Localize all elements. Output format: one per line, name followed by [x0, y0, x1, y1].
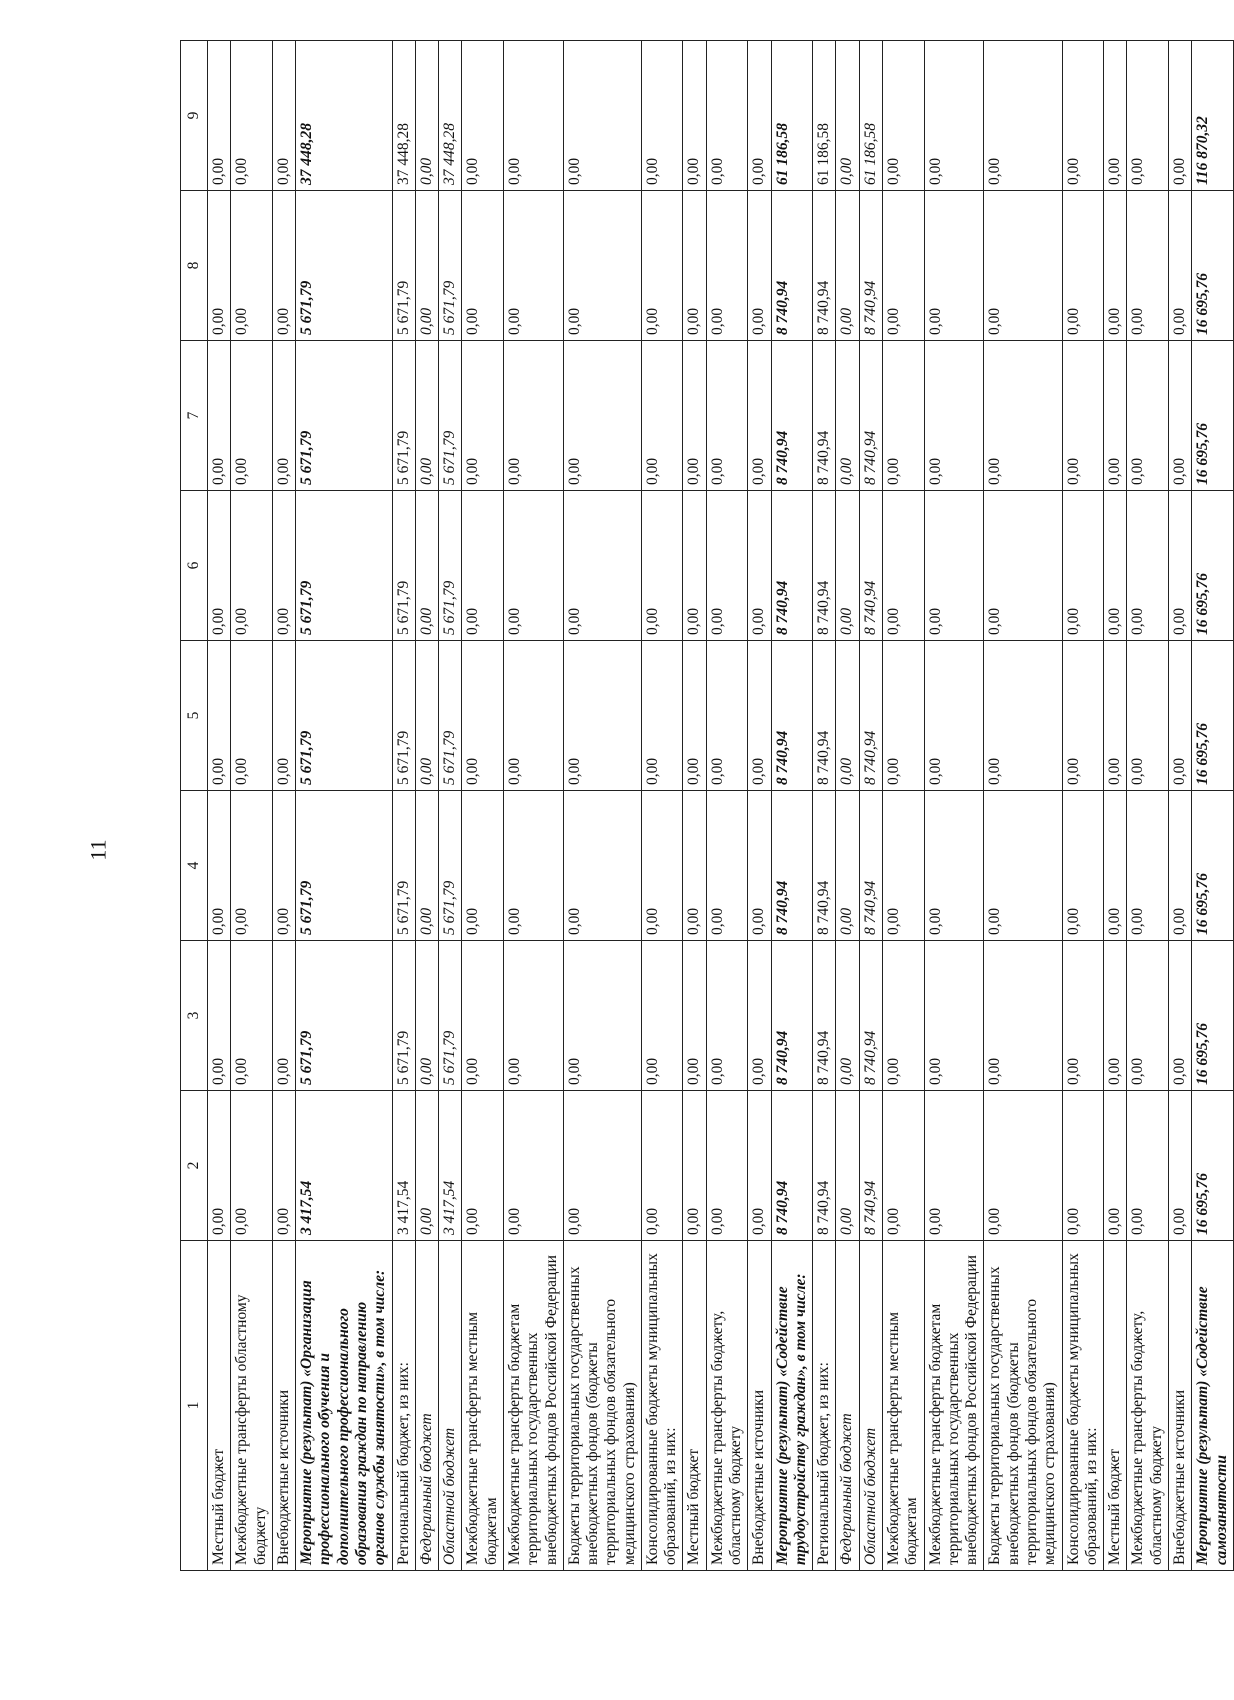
value-cell: 0,00: [1104, 491, 1127, 641]
value-cell: 0,00: [563, 1091, 641, 1241]
table-row: [503, 41, 563, 1571]
value-cell: 3 417,54: [392, 1091, 415, 1241]
value-cell: 0,00: [208, 341, 231, 491]
value-cell: 0,00: [1127, 341, 1169, 491]
value-cell: 0,00: [231, 941, 273, 1091]
value-cell: 0,00: [415, 1091, 438, 1241]
row-label: Межбюджетные трансферты бюджетам территориальных государственных внебюджетных фондов Российской Федерации: [924, 1241, 984, 1571]
header-row: [181, 41, 208, 1571]
value-cell: 0,00: [924, 1091, 984, 1241]
value-cell: 61 186,58: [771, 41, 813, 191]
table-row: [1192, 41, 1234, 1571]
value-cell: 0,00: [231, 491, 273, 641]
value-cell: 116 870,32: [1192, 41, 1234, 191]
value-cell: 0,00: [231, 341, 273, 491]
value-cell: 0,00: [706, 491, 748, 641]
row-label: Внебюджетные источники: [1168, 1241, 1191, 1571]
value-cell: 5 671,79: [296, 791, 392, 941]
value-cell: 0,00: [641, 941, 683, 1091]
value-cell: 0,00: [503, 941, 563, 1091]
value-cell: 0,00: [415, 491, 438, 641]
value-cell: 0,00: [1062, 791, 1104, 941]
column-header: 4: [181, 791, 208, 941]
value-cell: 5 671,79: [439, 941, 462, 1091]
table-row: [272, 41, 295, 1571]
value-cell: 0,00: [1168, 341, 1191, 491]
row-label: Областной бюджет: [859, 1241, 882, 1571]
table-row: [883, 41, 925, 1571]
value-cell: 8 740,94: [813, 791, 836, 941]
value-cell: 16 695,76: [1192, 1091, 1234, 1241]
value-cell: 5 671,79: [392, 791, 415, 941]
row-label: Консолидированные бюджеты муниципальных образований, из них:: [1062, 1241, 1104, 1571]
value-cell: 16 695,76: [1192, 341, 1234, 491]
column-header: 9: [181, 41, 208, 191]
row-label: Межбюджетные трансферты местным бюджетам: [462, 1241, 504, 1571]
value-cell: 0,00: [836, 641, 859, 791]
table-row: [813, 41, 836, 1571]
value-cell: 61 186,58: [813, 41, 836, 191]
value-cell: 0,00: [706, 941, 748, 1091]
value-cell: 0,00: [1127, 491, 1169, 641]
value-cell: 5 671,79: [439, 191, 462, 341]
table-row: [984, 41, 1062, 1571]
value-cell: 0,00: [883, 791, 925, 941]
row-label: Межбюджетные трансферты областному бюджету: [231, 1241, 273, 1571]
value-cell: 8 740,94: [859, 641, 882, 791]
value-cell: 5 671,79: [296, 491, 392, 641]
value-cell: 0,00: [641, 41, 683, 191]
table-row: [683, 41, 706, 1571]
value-cell: 5 671,79: [392, 941, 415, 1091]
value-cell: 8 740,94: [771, 341, 813, 491]
value-cell: 0,00: [883, 1091, 925, 1241]
value-cell: 0,00: [415, 191, 438, 341]
value-cell: 8 740,94: [859, 791, 882, 941]
table-row: [859, 41, 882, 1571]
value-cell: 0,00: [706, 41, 748, 191]
value-cell: 0,00: [984, 641, 1062, 791]
value-cell: 8 740,94: [859, 191, 882, 341]
value-cell: 0,00: [208, 941, 231, 1091]
value-cell: 0,00: [1168, 641, 1191, 791]
value-cell: 0,00: [563, 341, 641, 491]
value-cell: 0,00: [641, 1091, 683, 1241]
table-row: [924, 41, 984, 1571]
value-cell: 0,00: [1062, 341, 1104, 491]
value-cell: 0,00: [503, 1091, 563, 1241]
value-cell: 0,00: [748, 191, 771, 341]
value-cell: 0,00: [748, 1091, 771, 1241]
value-cell: 0,00: [1127, 1091, 1169, 1241]
value-cell: 0,00: [984, 341, 1062, 491]
value-cell: 0,00: [1062, 491, 1104, 641]
value-cell: 0,00: [984, 791, 1062, 941]
value-cell: 8 740,94: [771, 191, 813, 341]
value-cell: 5 671,79: [392, 191, 415, 341]
value-cell: 0,00: [563, 641, 641, 791]
value-cell: 8 740,94: [771, 641, 813, 791]
value-cell: 0,00: [683, 41, 706, 191]
value-cell: 0,00: [924, 491, 984, 641]
value-cell: 0,00: [924, 341, 984, 491]
column-header: 7: [181, 341, 208, 491]
value-cell: 0,00: [641, 641, 683, 791]
value-cell: 0,00: [208, 191, 231, 341]
value-cell: 0,00: [462, 941, 504, 1091]
value-cell: 8 740,94: [771, 1091, 813, 1241]
value-cell: 0,00: [984, 491, 1062, 641]
value-cell: 0,00: [1062, 191, 1104, 341]
table-row: [706, 41, 748, 1571]
value-cell: 0,00: [706, 341, 748, 491]
table-row: [1104, 41, 1127, 1571]
row-label: Внебюджетные источники: [272, 1241, 295, 1571]
value-cell: 0,00: [503, 341, 563, 491]
value-cell: 0,00: [641, 791, 683, 941]
value-cell: 37 448,28: [439, 41, 462, 191]
column-header: 1: [181, 1241, 208, 1571]
value-cell: 0,00: [1127, 641, 1169, 791]
value-cell: 0,00: [683, 341, 706, 491]
value-cell: 0,00: [924, 641, 984, 791]
value-cell: 0,00: [1104, 41, 1127, 191]
value-cell: 0,00: [748, 641, 771, 791]
value-cell: 0,00: [836, 341, 859, 491]
value-cell: 0,00: [1104, 1091, 1127, 1241]
value-cell: 0,00: [883, 641, 925, 791]
value-cell: 0,00: [683, 941, 706, 1091]
value-cell: 0,00: [984, 1091, 1062, 1241]
value-cell: 0,00: [503, 791, 563, 941]
value-cell: 0,00: [836, 1091, 859, 1241]
value-cell: 0,00: [1168, 191, 1191, 341]
value-cell: 8 740,94: [859, 941, 882, 1091]
value-cell: 0,00: [415, 791, 438, 941]
value-cell: 0,00: [1168, 1091, 1191, 1241]
column-header: 6: [181, 491, 208, 641]
row-label: Региональный бюджет, из них:: [813, 1241, 836, 1571]
row-label: Межбюджетные трансферты бюджетам территориальных государственных внебюджетных фондов Российской Федерации: [503, 1241, 563, 1571]
row-label: Местный бюджет: [208, 1241, 231, 1571]
value-cell: 0,00: [706, 191, 748, 341]
value-cell: 61 186,58: [859, 41, 882, 191]
table-row: [439, 41, 462, 1571]
value-cell: 0,00: [462, 791, 504, 941]
row-label: Местный бюджет: [1104, 1241, 1127, 1571]
table-body: [208, 41, 1234, 1571]
value-cell: 0,00: [706, 641, 748, 791]
value-cell: 0,00: [1168, 491, 1191, 641]
row-label: Федеральный бюджет: [836, 1241, 859, 1571]
page-number: 11: [85, 839, 111, 861]
value-cell: 0,00: [231, 191, 273, 341]
value-cell: 0,00: [1127, 791, 1169, 941]
value-cell: 5 671,79: [392, 341, 415, 491]
value-cell: 0,00: [1104, 641, 1127, 791]
table-row: [771, 41, 813, 1571]
column-header: 8: [181, 191, 208, 341]
value-cell: 16 695,76: [1192, 191, 1234, 341]
row-label: Консолидированные бюджеты муниципальных образований, из них:: [641, 1241, 683, 1571]
value-cell: 0,00: [1104, 341, 1127, 491]
value-cell: 16 695,76: [1192, 491, 1234, 641]
value-cell: 0,00: [503, 41, 563, 191]
value-cell: 16 695,76: [1192, 791, 1234, 941]
row-label: Региональный бюджет, из них:: [392, 1241, 415, 1571]
table-row: [296, 41, 392, 1571]
row-label: Межбюджетные трансферты бюджету, областному бюджету: [706, 1241, 748, 1571]
table-row: [392, 41, 415, 1571]
column-header: 3: [181, 941, 208, 1091]
value-cell: 3 417,54: [296, 1091, 392, 1241]
column-header: 2: [181, 1091, 208, 1241]
value-cell: 0,00: [924, 41, 984, 191]
table-row: [1127, 41, 1169, 1571]
value-cell: 0,00: [1062, 1091, 1104, 1241]
value-cell: 8 740,94: [771, 791, 813, 941]
value-cell: 0,00: [208, 41, 231, 191]
value-cell: 0,00: [462, 1091, 504, 1241]
value-cell: 0,00: [683, 191, 706, 341]
value-cell: 0,00: [462, 41, 504, 191]
value-cell: 0,00: [836, 491, 859, 641]
value-cell: 16 695,76: [1192, 941, 1234, 1091]
table-row: [1168, 41, 1191, 1571]
value-cell: 8 740,94: [859, 341, 882, 491]
value-cell: 0,00: [1127, 191, 1169, 341]
value-cell: 0,00: [503, 191, 563, 341]
value-cell: 8 740,94: [859, 491, 882, 641]
value-cell: 0,00: [1168, 941, 1191, 1091]
table-row: [462, 41, 504, 1571]
value-cell: 0,00: [1127, 941, 1169, 1091]
value-cell: 0,00: [641, 491, 683, 641]
value-cell: 0,00: [748, 41, 771, 191]
value-cell: 37 448,28: [296, 41, 392, 191]
row-label: Бюджеты территориальных государственных внебюджетных фондов (бюджеты территориальных фондов обязательного медицинского страхования): [563, 1241, 641, 1571]
value-cell: 0,00: [836, 791, 859, 941]
value-cell: 0,00: [836, 191, 859, 341]
value-cell: 0,00: [272, 191, 295, 341]
budget-table: [180, 40, 1234, 1571]
value-cell: 5 671,79: [296, 191, 392, 341]
value-cell: 0,00: [208, 791, 231, 941]
value-cell: 0,00: [272, 791, 295, 941]
value-cell: 5 671,79: [296, 341, 392, 491]
value-cell: 0,00: [563, 491, 641, 641]
value-cell: 0,00: [272, 341, 295, 491]
value-cell: 0,00: [208, 641, 231, 791]
row-label: Межбюджетные трансферты бюджету, областному бюджету: [1127, 1241, 1169, 1571]
value-cell: 8 740,94: [859, 1091, 882, 1241]
row-label: Внебюджетные источники: [748, 1241, 771, 1571]
value-cell: 0,00: [563, 191, 641, 341]
row-label: Мероприятие (результат) «Содействие самозанятости: [1192, 1241, 1234, 1571]
value-cell: 0,00: [272, 941, 295, 1091]
value-cell: 0,00: [1168, 791, 1191, 941]
value-cell: 0,00: [272, 41, 295, 191]
value-cell: 0,00: [683, 641, 706, 791]
value-cell: 0,00: [706, 1091, 748, 1241]
row-label: Межбюджетные трансферты местным бюджетам: [883, 1241, 925, 1571]
value-cell: 0,00: [272, 491, 295, 641]
value-cell: 8 740,94: [813, 941, 836, 1091]
value-cell: 0,00: [462, 191, 504, 341]
table-row: [563, 41, 641, 1571]
value-cell: 0,00: [883, 41, 925, 191]
value-cell: 0,00: [706, 791, 748, 941]
row-label: Местный бюджет: [683, 1241, 706, 1571]
value-cell: 0,00: [836, 941, 859, 1091]
value-cell: 8 740,94: [771, 491, 813, 641]
row-label: Мероприятие (результат) «Организация профессионального обучения и дополнительного профессионального образования граждан по направлению органов службы занятости», в том числе:: [296, 1241, 392, 1571]
value-cell: 5 671,79: [439, 641, 462, 791]
value-cell: 0,00: [984, 941, 1062, 1091]
value-cell: 0,00: [462, 341, 504, 491]
value-cell: 0,00: [272, 641, 295, 791]
value-cell: 5 671,79: [439, 341, 462, 491]
value-cell: 0,00: [748, 941, 771, 1091]
value-cell: 8 740,94: [813, 191, 836, 341]
value-cell: 0,00: [415, 641, 438, 791]
value-cell: 5 671,79: [392, 641, 415, 791]
value-cell: 0,00: [641, 191, 683, 341]
table-row: [748, 41, 771, 1571]
value-cell: 0,00: [836, 41, 859, 191]
value-cell: 8 740,94: [771, 941, 813, 1091]
value-cell: 0,00: [748, 341, 771, 491]
value-cell: 0,00: [683, 1091, 706, 1241]
table-row: [415, 41, 438, 1571]
value-cell: 0,00: [748, 791, 771, 941]
row-label: Областной бюджет: [439, 1241, 462, 1571]
value-cell: 8 740,94: [813, 341, 836, 491]
row-label: Федеральный бюджет: [415, 1241, 438, 1571]
value-cell: 0,00: [415, 41, 438, 191]
value-cell: 0,00: [563, 41, 641, 191]
table-row: [1062, 41, 1104, 1571]
value-cell: 5 671,79: [296, 641, 392, 791]
value-cell: 0,00: [924, 941, 984, 1091]
value-cell: 37 448,28: [392, 41, 415, 191]
value-cell: 5 671,79: [439, 491, 462, 641]
value-cell: 0,00: [503, 641, 563, 791]
value-cell: 0,00: [1062, 641, 1104, 791]
value-cell: 0,00: [208, 491, 231, 641]
value-cell: 0,00: [748, 491, 771, 641]
table-row: [641, 41, 683, 1571]
value-cell: 0,00: [1168, 41, 1191, 191]
value-cell: 0,00: [641, 341, 683, 491]
row-label: Мероприятие (результат) «Содействие трудоустройству граждан», в том числе:: [771, 1241, 813, 1571]
value-cell: 0,00: [231, 1091, 273, 1241]
budget-table-container: [180, 40, 1230, 1571]
value-cell: 0,00: [231, 641, 273, 791]
value-cell: 0,00: [883, 341, 925, 491]
value-cell: 0,00: [924, 191, 984, 341]
value-cell: 3 417,54: [439, 1091, 462, 1241]
table-row: [231, 41, 273, 1571]
value-cell: 0,00: [503, 491, 563, 641]
column-header: 5: [181, 641, 208, 791]
table-row: [836, 41, 859, 1571]
value-cell: 0,00: [563, 941, 641, 1091]
value-cell: 0,00: [883, 941, 925, 1091]
value-cell: 0,00: [208, 1091, 231, 1241]
value-cell: 0,00: [1127, 41, 1169, 191]
value-cell: 5 671,79: [439, 791, 462, 941]
value-cell: 0,00: [415, 941, 438, 1091]
value-cell: 0,00: [683, 791, 706, 941]
value-cell: 0,00: [462, 641, 504, 791]
value-cell: 16 695,76: [1192, 641, 1234, 791]
value-cell: 8 740,94: [813, 1091, 836, 1241]
table-row: [208, 41, 231, 1571]
row-label: Бюджеты территориальных государственных внебюджетных фондов (бюджеты территориальных фондов обязательного медицинского страхования): [984, 1241, 1062, 1571]
value-cell: 0,00: [415, 341, 438, 491]
value-cell: 0,00: [1104, 791, 1127, 941]
value-cell: 8 740,94: [813, 641, 836, 791]
value-cell: 0,00: [1062, 41, 1104, 191]
value-cell: 0,00: [231, 41, 273, 191]
value-cell: 0,00: [683, 491, 706, 641]
value-cell: 0,00: [1104, 941, 1127, 1091]
value-cell: 5 671,79: [296, 941, 392, 1091]
value-cell: 0,00: [883, 191, 925, 341]
value-cell: 0,00: [462, 491, 504, 641]
value-cell: 0,00: [984, 41, 1062, 191]
value-cell: 8 740,94: [813, 491, 836, 641]
value-cell: 0,00: [231, 791, 273, 941]
value-cell: 0,00: [1062, 941, 1104, 1091]
value-cell: 0,00: [272, 1091, 295, 1241]
value-cell: 0,00: [1104, 191, 1127, 341]
value-cell: 0,00: [984, 191, 1062, 341]
value-cell: 5 671,79: [392, 491, 415, 641]
value-cell: 0,00: [563, 791, 641, 941]
value-cell: 0,00: [924, 791, 984, 941]
value-cell: 0,00: [883, 491, 925, 641]
